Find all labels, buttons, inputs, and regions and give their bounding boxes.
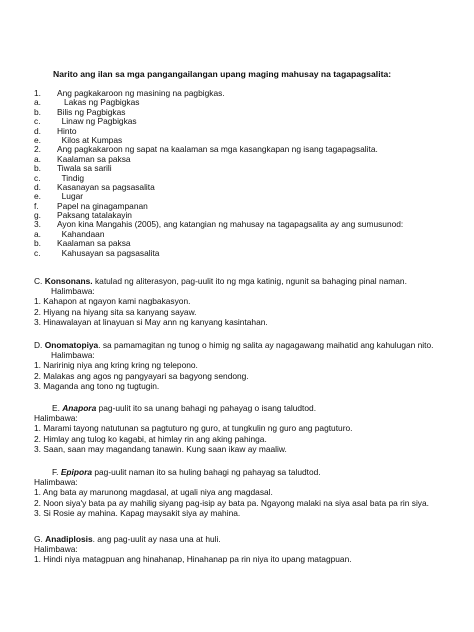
item-label: e. <box>34 191 41 202</box>
section-term: Anapora <box>62 403 97 413</box>
item-label: b. <box>34 106 41 117</box>
section-term: Anadiplosis <box>45 534 93 544</box>
section-prefix: G. <box>34 534 46 544</box>
item-label: f. <box>34 200 39 211</box>
item-label: g. <box>34 210 41 221</box>
section-definition: . ang pag-uulit ay nasa una at huli. <box>92 534 221 544</box>
example-label: Halimbawa: <box>34 544 78 555</box>
section-definition: pag-uulit ito sa unang bahagi ng pahayag o isang taludtod. <box>96 403 317 413</box>
example-line: 1. Marami tayong natutunan sa pagtuturo ng guro, at tungkulin ng guro ang pagtuturo. <box>34 423 353 434</box>
item-text: Ang pagkakaroon ng sapat na kaalaman sa mga kasangkapan ng isang tagapagsalita. <box>57 144 378 155</box>
item-label: c. <box>34 247 41 258</box>
item-label: b. <box>34 238 41 249</box>
item-text: Kaalaman sa paksa <box>57 153 131 164</box>
example-line: 2. Himlay ang tulog ko kagabi, at himlay rin ang aking pahinga. <box>34 433 267 444</box>
item-label: 2. <box>34 144 41 155</box>
section-onomatopiya <box>34 341 433 392</box>
item-label: c. <box>34 116 41 127</box>
item-text: Lakas ng Pagbigkas <box>57 97 140 108</box>
example-line: 2. Hiyang na hiyang sita sa kanyang sayaw. <box>34 306 197 317</box>
item-label: 1. <box>34 88 41 98</box>
section-anapora <box>34 404 352 455</box>
example-line: 1. Hindi niya matagpuan ang hinahanap, Hinahanap pa rin niya ito upang matagpuan. <box>34 554 352 565</box>
section-prefix: E. <box>52 403 63 413</box>
item-label: a. <box>34 228 41 239</box>
section-term: Onomatopiya <box>44 340 99 350</box>
item-text: Tiwala sa sarili <box>57 163 112 174</box>
item-text: Kahandaan <box>57 228 105 239</box>
item-label: d. <box>34 181 41 192</box>
item-label: 3. <box>34 219 41 230</box>
section-konsonans <box>34 277 407 328</box>
document-title: Narito ang ilan sa mga pangangailangan upang maging mahusay na tagapagsalita: <box>53 69 392 79</box>
example-line: 2. Malakas ang agos ng pangyayari sa bagyong sendong. <box>34 370 249 381</box>
example-line: 3. Hinawalayan at linayuan si May ann ng kanyang kasintahan. <box>34 316 268 327</box>
section-prefix: D. <box>34 340 45 350</box>
item-label: c. <box>34 172 41 183</box>
section-definition: katulad ng aliterasyon, pag-uulit ito ng mga katinig, ngunit sa bahaging pinal naman. <box>92 276 407 286</box>
item-text: Bilis ng Pagbigkas <box>57 106 126 117</box>
example-line: 2. Noon siya'y bata pa ay mahilig siyang pag-isip ay bata pa. Ngayong malaki na siya asal bata pa rin siya. <box>34 497 429 508</box>
item-text: Tindig <box>57 172 85 183</box>
section-term: Konsonans. <box>44 276 93 286</box>
item-label: a. <box>34 153 41 164</box>
item-text: Ayon kina Mangahis (2005), ang katangian ng mahusay na tagapagsalita ay ang sumusunod: <box>57 219 404 230</box>
section-definition: pag-uulit naman ito sa huling bahagi ng pahayag sa taludtod. <box>92 467 321 477</box>
example-line: 1. Naririnig niya ang kring kring ng telepono. <box>34 360 198 371</box>
item-text: Lugar <box>57 191 84 202</box>
example-line: 3. Maganda ang tono ng tugtugin. <box>34 380 160 391</box>
example-line: 3. Saan, saan may magandang tanawin. Kung saan ikaw ay maaliw. <box>34 443 287 454</box>
example-label: Halimbawa: <box>34 413 78 424</box>
item-text: Papel na ginagampanan <box>57 200 148 211</box>
section-heading <box>34 468 429 478</box>
example-line: 1. Ang bata ay marunong magdasal, at ugali niya ang magdasal. <box>34 487 273 498</box>
example-label: Halimbawa: <box>51 350 95 361</box>
section-epipora <box>34 468 429 519</box>
section-prefix: C. <box>34 276 45 286</box>
item-label: b. <box>34 163 41 174</box>
item-text: Kilos at Kumpas <box>57 134 123 145</box>
section-heading <box>34 404 352 414</box>
item-text: Ang pagkakaroon ng masining na pagbigkas. <box>57 88 225 98</box>
item-text: Kasanayan sa pagsasalita <box>57 181 155 192</box>
section-term: Epipora <box>60 467 93 477</box>
section-prefix: F. <box>52 467 61 477</box>
section-definition: . sa pamamagitan ng tunog o himig ng salita ay nagagawang maihatid ang kahulugan nito. <box>98 340 434 350</box>
example-label: Halimbawa: <box>34 477 78 488</box>
item-text: Kahusayan sa pagsasalita <box>57 247 160 258</box>
item-text: Kaalaman sa paksa <box>57 238 131 249</box>
section-anadiplosis <box>34 535 352 566</box>
section-heading <box>34 535 352 545</box>
example-line: 1. Kahapon at ngayon kami nagbakasyon. <box>34 296 191 307</box>
example-label: Halimbawa: <box>51 286 95 297</box>
item-label: e. <box>34 134 41 145</box>
item-label: d. <box>34 125 41 136</box>
item-text: Paksang tatalakayin <box>57 210 132 221</box>
item-text: Hinto <box>57 125 77 136</box>
example-line: 3. Si Rosie ay mahina. Kapag maysakit siya ay mahina. <box>34 507 241 518</box>
item-label: a. <box>34 97 41 108</box>
item-text: Linaw ng Pagbigkas <box>57 116 137 127</box>
